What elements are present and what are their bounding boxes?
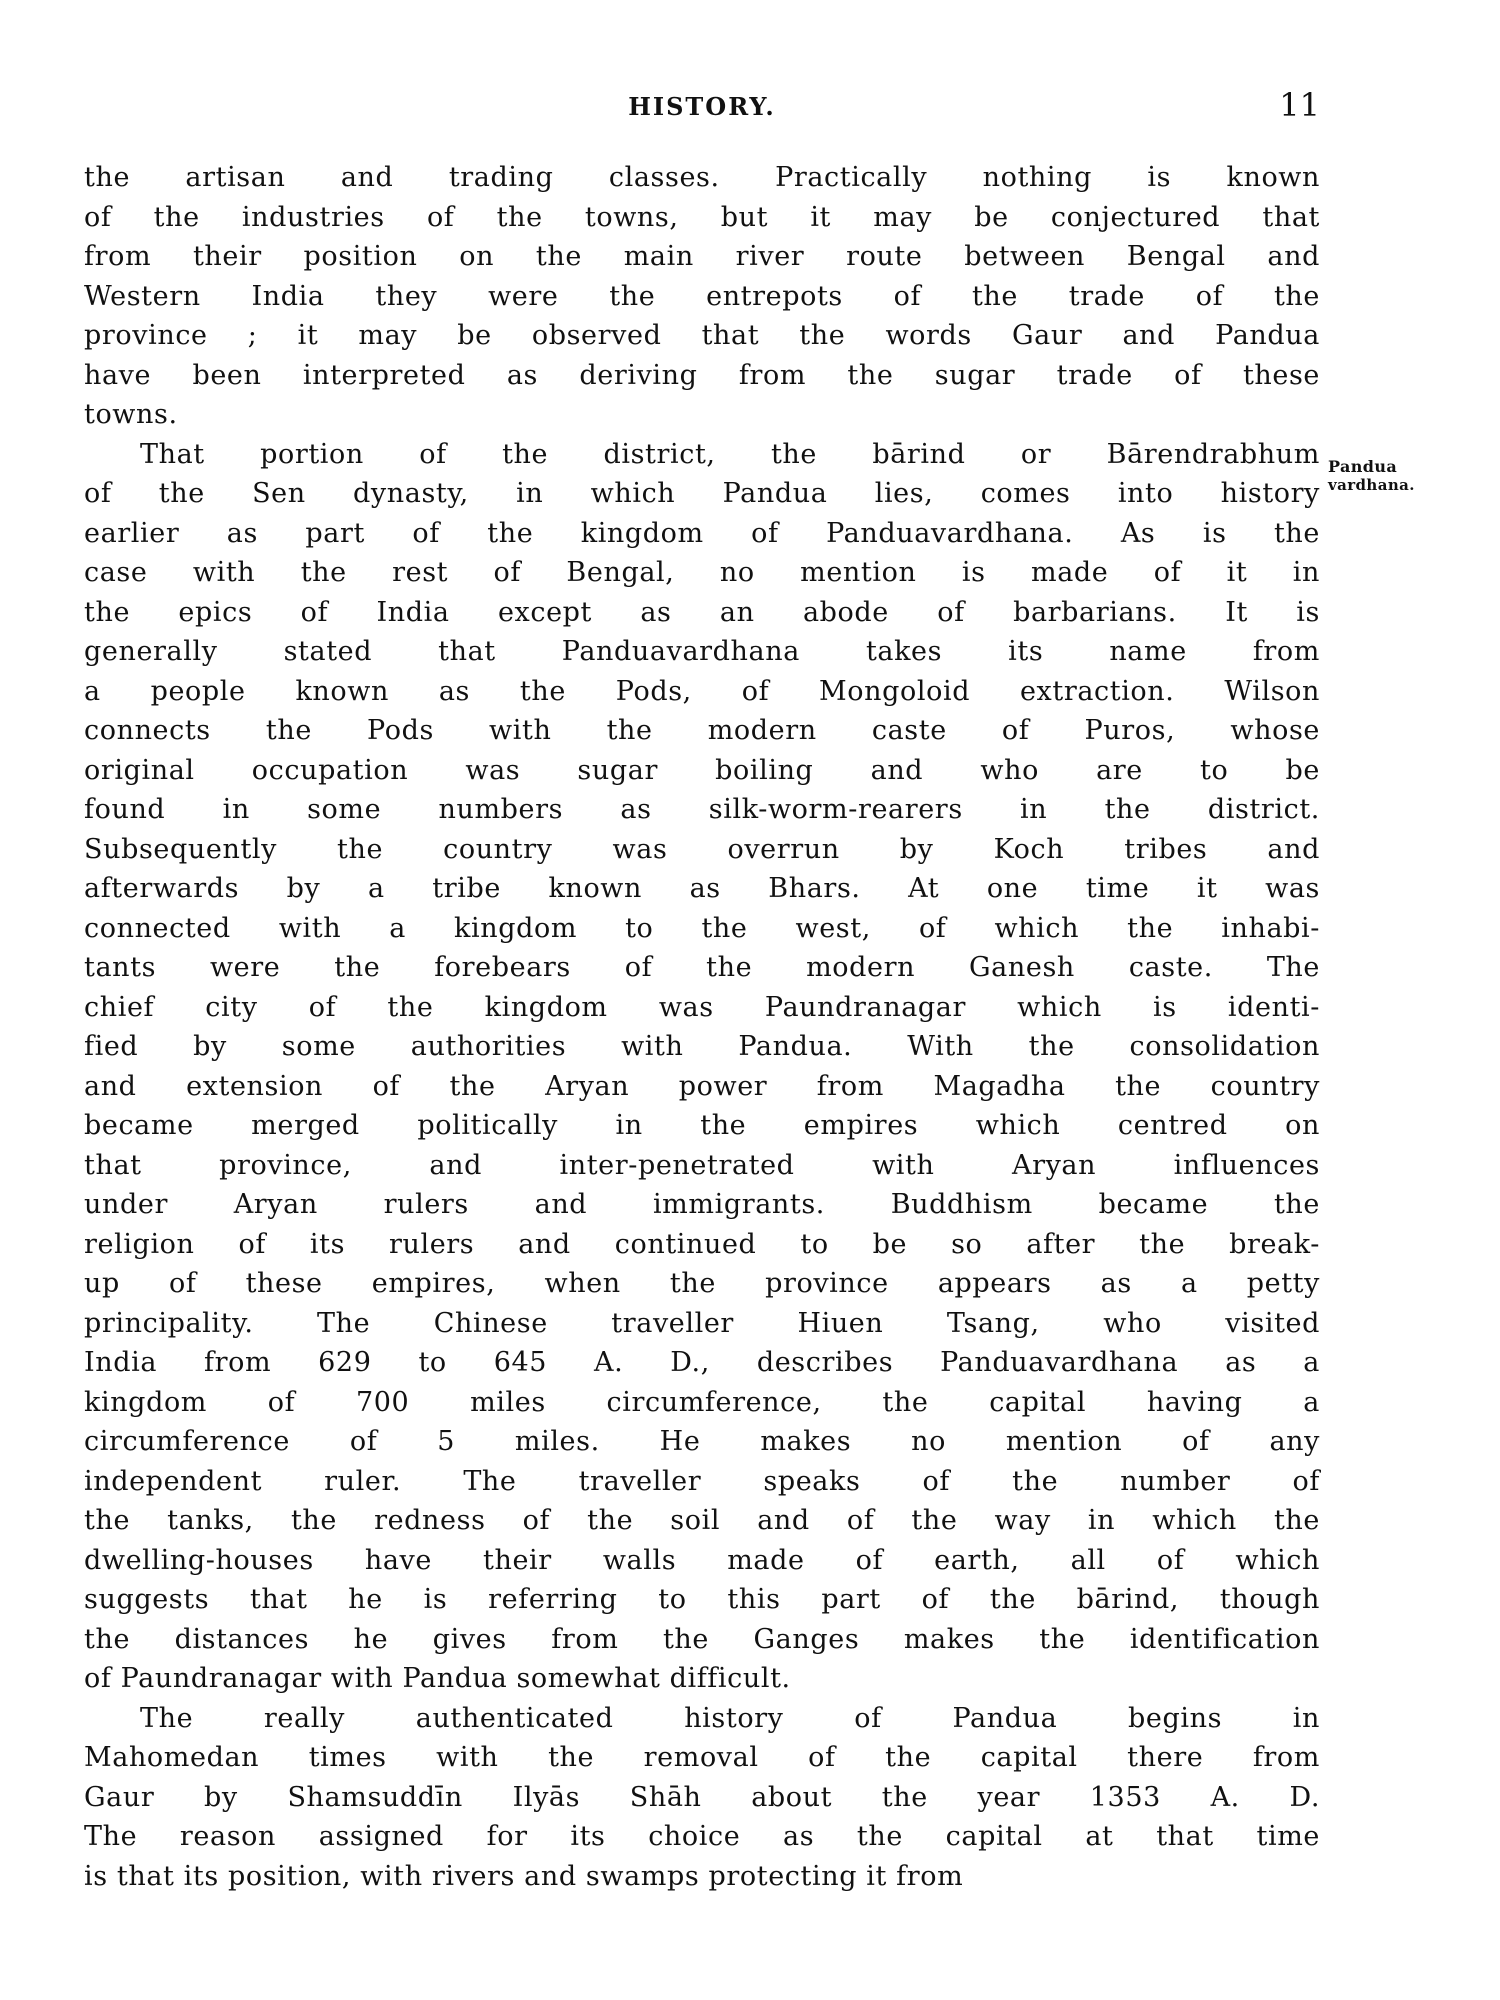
text-line: the distances he gives from the Ganges makes the identification: [84, 1623, 1320, 1655]
margin-note-line: Pandua: [1328, 457, 1398, 476]
text-line: chief city of the kingdom was Paundranagar which is identi-: [84, 991, 1320, 1023]
text-line: a people known as the Pods, of Mongoloid extraction. Wilson: [84, 675, 1320, 707]
text-line: dwelling-houses have their walls made of earth, all of which: [84, 1544, 1320, 1576]
paragraph: [84, 435, 1320, 1699]
text-line: generally stated that Panduavardhana takes its name from: [84, 636, 1320, 667]
text-line: have been interpreted as deriving from the sugar trade of these: [84, 359, 1320, 391]
page-number: 11: [1279, 86, 1320, 124]
text-line: principality. The Chinese traveller Hiuen Tsang, who visited: [84, 1307, 1320, 1339]
page-header: [84, 86, 1320, 126]
text-line: independent ruler. The traveller speaks of the number of: [84, 1465, 1320, 1497]
text-line: connects the Pods with the modern caste of Puros, whose: [84, 715, 1320, 746]
text-line: the artisan and trading classes. Practically nothing is known: [84, 162, 1320, 193]
text-line: Mahomedan times with the removal of the capital there from: [84, 1742, 1320, 1773]
text-line: became merged politically in the empires which centred on: [84, 1110, 1320, 1141]
text-line: found in some numbers as silk-worm-rearers in the district.: [84, 794, 1320, 825]
text-line: afterwards by a tribe known as Bhars. At one time it was: [84, 873, 1320, 904]
text-line: Gaur by Shamsuddīn Ilyās Shāh about the year 1353 A. D.: [84, 1781, 1320, 1813]
text-line: from their position on the main river route between Bengal and: [84, 241, 1320, 272]
text-line: The reason assigned for its choice as the capital at that time: [84, 1821, 1320, 1852]
text-line: earlier as part of the kingdom of Panduavardhana. As is the: [84, 517, 1320, 549]
margin-note: [1328, 457, 1488, 495]
paragraph: [84, 158, 1320, 435]
paragraph: [84, 1699, 1320, 1897]
text-line: of Paundranagar with Pandua somewhat difficult.: [84, 1663, 791, 1694]
text-line: of the Sen dynasty, in which Pandua lies, comes into history: [84, 478, 1320, 509]
text-line: Western India they were the entrepots of the trade of the: [84, 280, 1320, 312]
text-line: is that its position, with rivers and swamps protecting it from: [84, 1860, 964, 1892]
text-line: The really authenticated history of Pandua begins in: [140, 1702, 1320, 1734]
text-line: province ; it may be observed that the words Gaur and Pandua: [84, 320, 1320, 351]
text-line: circumference of 5 miles. He makes no mention of any: [84, 1426, 1320, 1457]
text-line: Subsequently the country was overrun by Koch tribes and: [84, 833, 1320, 865]
text-line: religion of its rulers and continued to be so after the break-: [84, 1228, 1320, 1260]
margin-note-line: vardhana.: [1328, 476, 1415, 494]
text-line: India from 629 to 645 A. D., describes Panduavardhana as a: [84, 1347, 1320, 1378]
text-line: towns.: [84, 399, 178, 430]
text-line: original occupation was sugar boiling and who are to be: [84, 754, 1320, 786]
running-title: HISTORY.: [628, 92, 776, 121]
text-line: the epics of India except as an abode of barbarians. It is: [84, 596, 1320, 628]
text-line: and extension of the Aryan power from Magadha the country: [84, 1070, 1320, 1102]
text-line: connected with a kingdom to the west, of which the inhabi-: [84, 912, 1320, 944]
text-line: tants were the forebears of the modern Ganesh caste. The: [84, 952, 1320, 983]
text-line: That portion of the district, the bārind or Bārendrabhum: [140, 438, 1320, 470]
text-line: of the industries of the towns, but it may be conjectured that: [84, 201, 1320, 233]
text-line: fied by some authorities with Pandua. With the consolidation: [84, 1031, 1320, 1062]
text-line: case with the rest of Bengal, no mention is made of it in: [84, 557, 1320, 588]
text-line: up of these empires, when the province appears as a petty: [84, 1268, 1320, 1299]
text-line: the tanks, the redness of the soil and of the way in which the: [84, 1505, 1320, 1536]
body-text: [84, 158, 1320, 1896]
text-line: that province, and inter-penetrated with Aryan influences: [84, 1149, 1320, 1181]
text-line: suggests that he is referring to this part of the bārind, though: [84, 1584, 1320, 1615]
text-line: under Aryan rulers and immigrants. Buddhism became the: [84, 1189, 1320, 1220]
text-line: kingdom of 700 miles circumference, the capital having a: [84, 1386, 1320, 1418]
